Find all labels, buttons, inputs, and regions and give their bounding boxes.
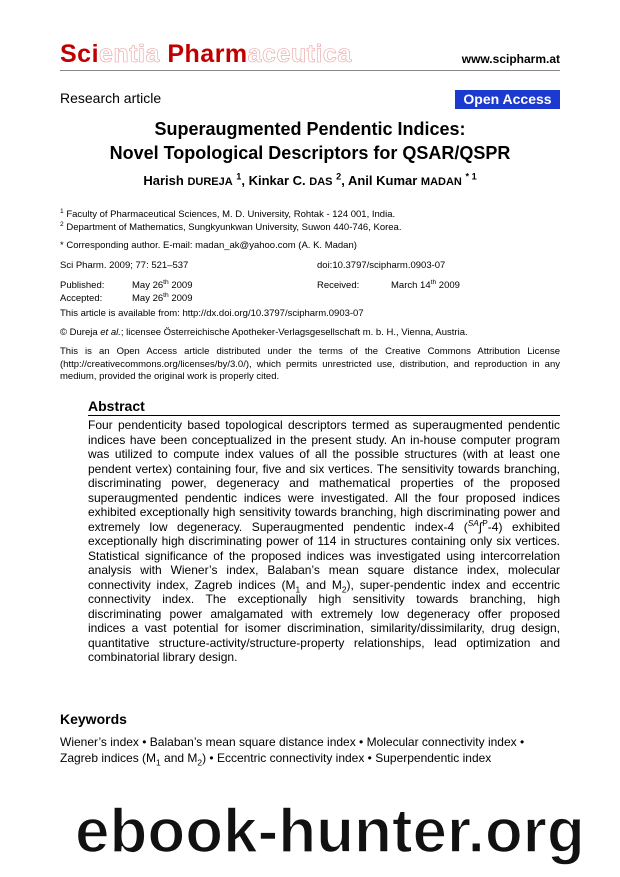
availability-note: This article is available from: http://dx.doi.org/10.3797/scipharm.0903-07	[60, 308, 364, 319]
affiliation-1: $^1$ Faculty of Pharmaceutical Sciences, M. D. University, Rohtak - 124 001, India.	[60, 207, 396, 220]
website-link[interactable]: www.scipharm.at	[461, 52, 560, 66]
keywords-list: Wiener’s index • Balaban’s mean square distance index • Molecular connectivity index • Zagreb indices ($M_1$ and $M_2$) • Eccentric connectivity index • Superpendentic index	[60, 735, 525, 768]
accepted-date: May 26th 2009	[132, 291, 193, 304]
corresponding-author: * Corresponding author. E-mail: madan_ak@yahoo.com (A. K. Madan)	[60, 240, 357, 251]
received-label: Received:	[317, 280, 360, 291]
affiliations	[60, 209, 560, 234]
doi: doi:10.3797/scipharm.0903-07	[317, 260, 446, 271]
keywords-heading: Keywords	[60, 711, 127, 727]
date-labels: Published: Accepted:	[60, 280, 105, 304]
title-line-1: Superaugmented Pendentic Indices:	[154, 119, 466, 139]
article-type: Research article	[60, 90, 162, 106]
author-list: Harish DUREJA $^1$, Kinkar C. DAS $^2$, Anil Kumar MADAN $^{* 1}$	[143, 171, 477, 188]
date-values	[132, 280, 192, 305]
published-date: May 26th 2009	[132, 278, 193, 291]
received-date: March 14th 2009	[391, 278, 460, 291]
affiliation-2: $^2$ Department of Mathematics, Sungkyunkwan University, Suwon 440-746, Korea.	[60, 220, 402, 233]
watermark-text: ebook-hunter.org	[75, 797, 585, 866]
title-line-2: Novel Topological Descriptors for QSAR/QSPR	[109, 143, 511, 163]
header-divider	[60, 70, 560, 71]
watermark	[75, 790, 620, 870]
abstract-divider	[88, 415, 560, 416]
page-title	[60, 117, 560, 165]
copyright-note: © Dureja et al.; licensee Österreichische Apotheker-Verlagsgesellschaft m. b. H., Vienna, Austria.	[60, 327, 468, 338]
abstract-heading: Abstract	[88, 398, 145, 414]
journal-logo: Scientia Pharmaceutica	[60, 40, 352, 68]
citation: Sci Pharm. 2009; 77: 521–537	[60, 260, 189, 271]
license-text: This is an Open Access article distributed under the terms of the Creative Commons Attribution License (http://creativecommons.org/licenses/by/3.0/), which permits unrestricted use, distribution, and reproduction in any medium, provided the original work is properly cited.	[60, 346, 560, 382]
open-access-badge: Open Access	[455, 90, 560, 109]
abstract-body: Four pendenticity based topological descriptors termed as superaugmented pendentic indices have been conceptualized in the present study. An in-house computer program was utilized to compute index values of all the possible structures (with at least one pendent vertex) containing four, five and six vertices. The sensitivity towards branching, discriminating power, degeneracy and mathematical properties of the proposed superaugmented pendentic indices were investigated. All the four proposed indices exhibited exceptionally high sensitivity towards branching, high discriminating power and extremely low degeneracy. Superaugmented pendentic index-4 ($^{SA}$∫$^P$-4) exhibited exceptionally high discriminating power of 114 in structures containing only six vertices. Statistical significance of the proposed indices was investigated using intercorrelation analysis with Wiener’s index, Balaban’s mean square distance index, molecular connectivity index, Zagreb indices ($M_1$ and $M_2$), super-pendentic index and eccentric connectivity index. The exceptionally high sensitivity towards branching, high discriminating power amalgamated with extremely low degeneracy offer proposed indices a vast potential for isomer discrimination, similarity/dissimilarity, drug design, quantitative structure-activity/structure-property relationships, lead optimization and combinatorial library design.	[88, 418, 561, 664]
